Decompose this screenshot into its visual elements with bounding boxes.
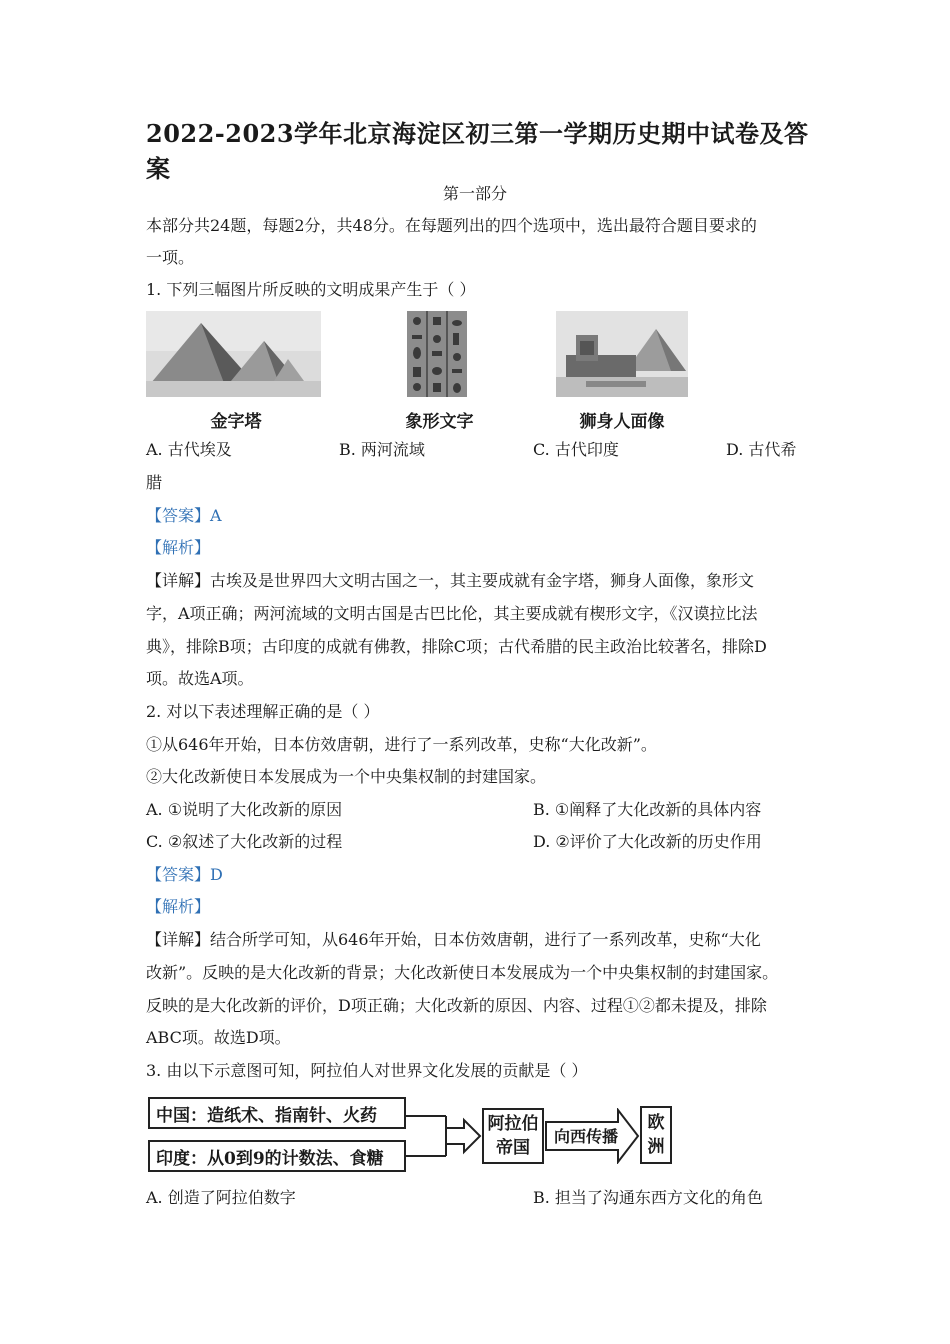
document-title [146,116,811,186]
q2-option-b: B. ①阐释了大化改新的具体内容 [533,800,762,819]
q2-statement-1: ①从646年开始，日本仿效唐朝，进行了一系列改革，史称“大化改新”。 [146,735,657,754]
title-line-1: 2022-2023学年北京海淀区初三第一学期历史期中试卷及答 [146,119,809,148]
q1-option-d-wrap: 腊 [146,473,163,492]
caption-hieroglyph: 象形文字 [405,412,474,432]
europe-line-1: 欧 [647,1113,665,1133]
caption-sphinx: 狮身人面像 [579,412,665,432]
diagram-india-box: 印度：从0到9的计数法、食糖 [148,1140,406,1172]
caption-pyramid: 金字塔 [210,412,262,432]
q2-answer: 【答案】D [146,865,223,884]
arrow-to-arab-icon [406,1100,482,1166]
q1-stem: 1. 下列三幅图片所反映的文明成果产生于（ ） [146,280,476,299]
arab-line-2: 帝国 [496,1138,530,1158]
q3-option-b: B. 担当了沟通东西方文化的角色 [533,1188,763,1207]
q2-stem: 2. 对以下表述理解正确的是（ ） [146,702,380,721]
q1-detail-line-2: 字，A项正确；两河流域的文明古国是古巴比伦，其主要成就有楔形文字，《汉谟拉比法 [146,604,758,623]
q2-option-c: C. ②叙述了大化改新的过程 [146,832,343,851]
q2-detail-line-4: ABC项。故选D项。 [146,1028,291,1047]
arab-line-1: 阿拉伯 [487,1114,539,1134]
europe-line-2: 洲 [647,1137,665,1157]
hieroglyph-image [407,311,467,397]
q3-option-a: A. 创造了阿拉伯数字 [146,1188,296,1207]
q1-analysis-label: 【解析】 [146,538,211,557]
q1-option-a: A. 古代埃及 [146,440,232,459]
q2-statement-2: ②大化改新使日本发展成为一个中央集权制的封建国家。 [146,767,547,786]
q2-detail-line-2: 改新”。反映的是大化改新的背景；大化改新使日本发展成为一个中央集权制的封建国家。 [146,963,779,982]
diagram-arab-empire-box [482,1108,544,1164]
diagram-spread-label: 向西传播 [553,1127,618,1146]
q1-answer: 【答案】A [146,506,222,525]
q1-option-d: D. 古代希 [726,440,797,459]
q2-option-a: A. ①说明了大化改新的原因 [146,800,343,819]
pyramid-image [146,311,321,397]
q2-detail-line-1: 【详解】结合所学可知，从646年开始，日本仿效唐朝，进行了一系列改革，史称“大化 [146,930,761,949]
q3-stem: 3. 由以下示意图可知，阿拉伯人对世界文化发展的贡献是（ ） [146,1061,588,1080]
q2-analysis-label: 【解析】 [146,897,211,916]
q1-detail-line-4: 项。故选A项。 [146,669,254,688]
section-heading: 第一部分 [442,184,507,203]
q1-detail-line-3: 典》，排除B项；古印度的成就有佛教，排除C项；古代希腊的民主政治比较著名，排除D [146,637,767,656]
intro-line-1: 本部分共24题，每题2分，共48分。在每题列出的四个选项中，选出最符合题目要求的 [146,216,757,235]
intro-line-2: 一项。 [146,248,195,267]
diagram-china-box: 中国：造纸术、指南针、火药 [148,1097,406,1129]
q2-option-d: D. ②评价了大化改新的历史作用 [533,832,762,851]
q2-detail-line-3: 反映的是大化改新的评价，D项正确；大化改新的原因、内容、过程①②都未提及，排除 [146,996,767,1015]
title-line-2: 案 [146,154,171,183]
q1-option-c: C. 古代印度 [533,440,619,459]
q1-option-b: B. 两河流域 [339,440,425,459]
diagram-europe-box [640,1106,672,1164]
sphinx-image [556,311,688,397]
q1-detail-line-1: 【详解】古埃及是世界四大文明古国之一，其主要成就有金字塔，狮身人面像，象形文 [146,571,755,590]
